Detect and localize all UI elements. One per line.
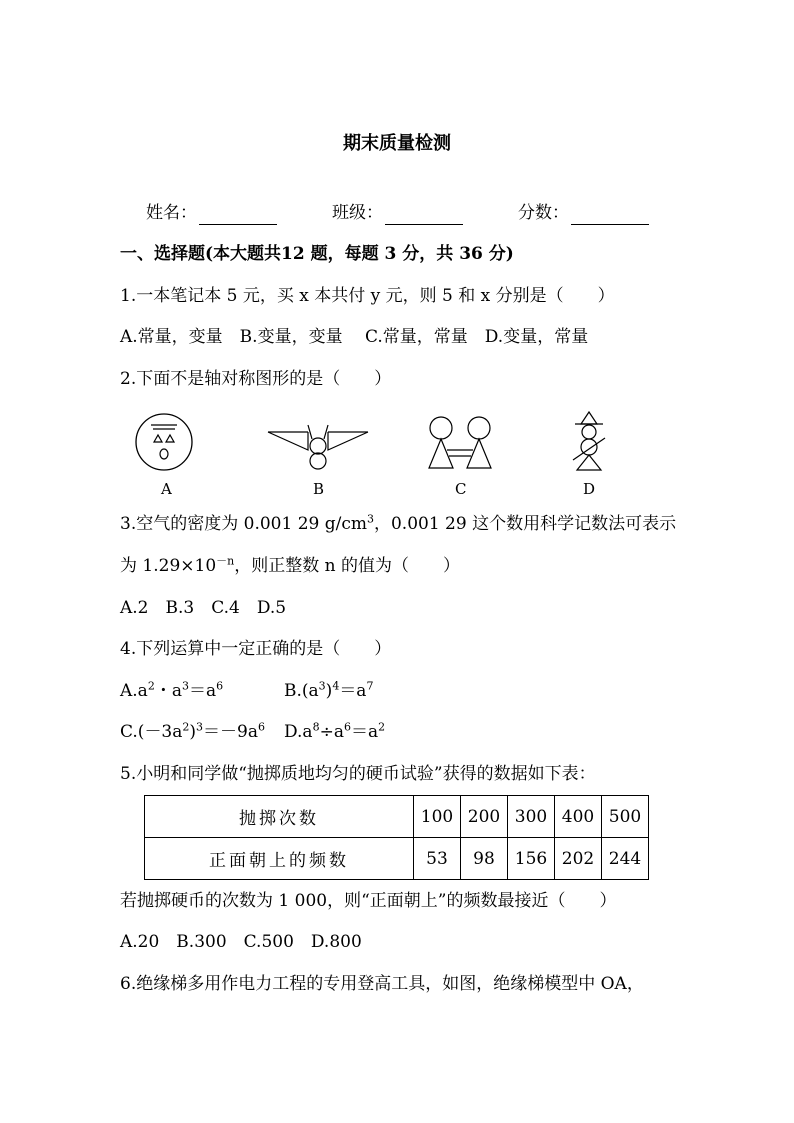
name-field <box>146 201 277 225</box>
figure-c-people <box>423 408 497 478</box>
question-1-options: A.常量，变量 B.变量，变量 C.常量，常量 D.变量，常量 <box>120 327 589 347</box>
q3-sup-2: －n <box>216 554 235 568</box>
q4b-p1: B.(a <box>284 681 319 701</box>
q3-text-d: ，则正整数 n 的值为（ ） <box>234 556 460 576</box>
table-cell: 200 <box>461 796 508 838</box>
q4b-s1: 3 <box>318 679 326 693</box>
question-5-prompt: 若抛掷硬币的次数为 1 000，则“正面朝上”的频数最接近（ ） <box>120 891 617 911</box>
table-cell: 202 <box>555 838 602 880</box>
question-2: 2.下面不是轴对称图形的是（ ） <box>120 369 392 389</box>
q3-text-a: 3.空气的密度为 0.001 29 g/cm <box>120 514 367 534</box>
table-cell: 244 <box>602 838 649 880</box>
name-blank <box>199 206 277 225</box>
q4d-s2: 6 <box>343 720 351 734</box>
question-4-option-a <box>120 679 223 703</box>
q4c-p2: ) <box>189 722 197 742</box>
score-field <box>518 201 649 225</box>
figure-c-label: C <box>455 480 467 498</box>
question-3-line-1 <box>120 512 676 536</box>
q4a-s3: 6 <box>216 679 224 693</box>
q4d-p1: D.a <box>284 722 313 742</box>
class-blank <box>385 206 463 225</box>
question-4-option-c <box>120 720 265 744</box>
q4d-p2: ÷a <box>319 722 344 742</box>
figure-d-label: D <box>583 480 596 498</box>
table-header-cell: 正面朝上的频数 <box>145 838 414 880</box>
question-3-line-2 <box>120 554 460 578</box>
figure-d-snowman <box>565 408 615 478</box>
q4b-s3: 7 <box>366 679 374 693</box>
class-field <box>332 201 463 225</box>
table-cell: 98 <box>461 838 508 880</box>
score-blank <box>571 206 649 225</box>
q3-text-b: ，0.001 29 这个数用科学记数法可表示 <box>373 514 677 534</box>
question-4-option-b <box>284 679 373 703</box>
question-4: 4.下列运算中一定正确的是（ ） <box>120 639 392 659</box>
q4d-s3: 2 <box>378 720 386 734</box>
table-cell: 400 <box>555 796 602 838</box>
q4c-s3: 6 <box>257 720 265 734</box>
figure-b-label: B <box>313 480 325 498</box>
figure-a-label: A <box>161 480 172 498</box>
question-6: 6.绝缘梯多用作电力工程的专用登高工具，如图，绝缘梯模型中 OA， <box>120 974 644 994</box>
q4a-s2: 3 <box>181 679 189 693</box>
table-cell: 500 <box>602 796 649 838</box>
q4c-s2: 3 <box>196 720 204 734</box>
figure-b-bird <box>266 408 370 478</box>
question-4-option-d <box>284 720 385 744</box>
page-title: 期末质量检测 <box>343 133 451 154</box>
q4c-p3: ＝－9a <box>203 722 258 742</box>
table-cell: 300 <box>508 796 555 838</box>
question-1: 1.一本笔记本 5 元，买 x 本共付 y 元，则 5 和 x 分别是（ ） <box>120 286 615 306</box>
table-cell: 156 <box>508 838 555 880</box>
q4d-p3: ＝a <box>350 722 379 742</box>
q4a-p2: ・a <box>154 681 182 701</box>
frequency-table <box>144 795 649 880</box>
name-label: 姓名： <box>146 203 197 223</box>
table-cell: 53 <box>414 838 461 880</box>
table-row <box>145 838 649 880</box>
class-label: 班级： <box>332 203 383 223</box>
q4a-p1: A.a <box>120 681 148 701</box>
q3-text-c: 为 1.29×10 <box>120 556 217 576</box>
table-cell: 100 <box>414 796 461 838</box>
table-header-cell: 抛掷次数 <box>145 796 414 838</box>
question-5: 5.小明和同学做“抛掷质地均匀的硬币试验”获得的数据如下表： <box>120 764 596 784</box>
figure-a-face <box>133 408 195 478</box>
section-heading: 一、选择题(本大题共12 题，每题 3 分，共 36 分) <box>120 244 514 264</box>
q4b-s2: 4 <box>332 679 340 693</box>
q4b-p3: ＝a <box>339 681 367 701</box>
q4d-s1: 8 <box>312 720 320 734</box>
table-row <box>145 796 649 838</box>
score-label: 分数： <box>518 203 569 223</box>
q4a-s1: 2 <box>147 679 155 693</box>
q3-sup-1: 3 <box>366 512 374 526</box>
question-5-options: A.20 B.300 C.500 D.800 <box>120 932 362 952</box>
question-3-options: A.2 B.3 C.4 D.5 <box>120 598 287 618</box>
q4b-p2: ) <box>325 681 333 701</box>
q4c-p1: C.(－3a <box>120 722 183 742</box>
q4c-s1: 2 <box>182 720 190 734</box>
q4a-p3: ＝a <box>188 681 217 701</box>
